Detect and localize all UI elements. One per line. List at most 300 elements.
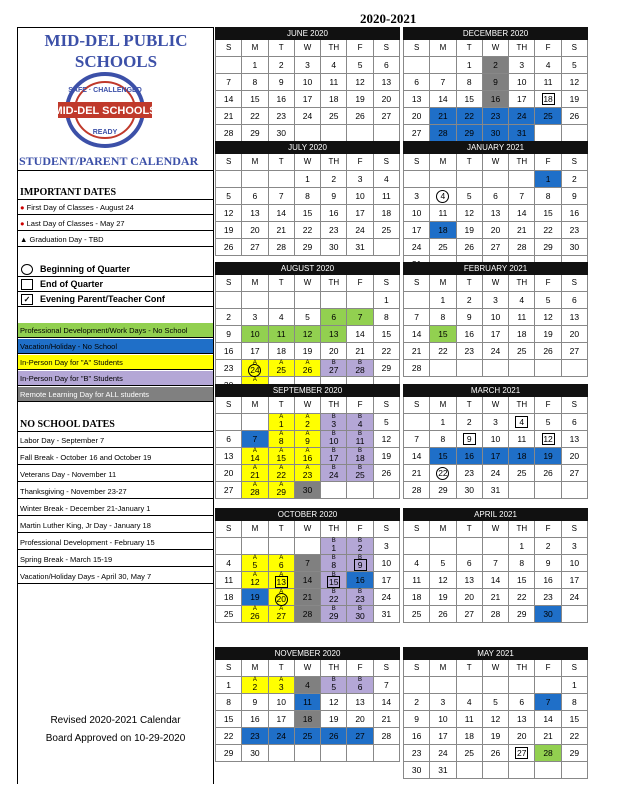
- day-cell: 12: [295, 326, 321, 343]
- weekday-header: TH: [321, 275, 347, 292]
- day-cell: [562, 360, 588, 377]
- day-cell: 1: [216, 677, 242, 694]
- day-cell: 14: [509, 205, 535, 222]
- day-cell: 13: [483, 205, 509, 222]
- day-cell: 12: [347, 74, 373, 91]
- weekday-header: S: [404, 397, 430, 414]
- day-cell: 3: [483, 414, 509, 431]
- weekday-header: S: [404, 40, 430, 57]
- weekday-header: F: [535, 154, 561, 171]
- sidebar-row-text: Martin Luther King, Jr Day - January 18: [20, 521, 151, 530]
- day-cell: [535, 482, 561, 499]
- day-cell: 2: [457, 414, 483, 431]
- day-cell: 29: [430, 482, 456, 499]
- day-cell: 15: [535, 205, 561, 222]
- month-title: OCTOBER 2020: [215, 508, 400, 521]
- day-cell: [483, 538, 509, 555]
- weekday-header: M: [430, 275, 456, 292]
- weekday-header: F: [347, 275, 373, 292]
- weekday-header: TH: [321, 521, 347, 538]
- day-cell: 22: [562, 728, 588, 745]
- day-cell: B 28: [347, 360, 373, 377]
- day-cell: B 29: [321, 606, 347, 623]
- weekday-header: S: [374, 397, 400, 414]
- grad-cap-icon: ▲: [20, 235, 30, 244]
- day-cell: 7: [509, 188, 535, 205]
- day-cell: 23: [457, 465, 483, 482]
- day-cell: 21: [374, 711, 400, 728]
- day-cell: B 15: [321, 572, 347, 589]
- day-cell: 9: [562, 188, 588, 205]
- day-cell: [321, 292, 347, 309]
- sidebar-row-text: Last Day of Classes - May 27: [26, 219, 125, 228]
- day-cell: 2: [269, 57, 295, 74]
- weekday-header: W: [483, 275, 509, 292]
- sidebar-row-text: Graduation Day - TBD: [29, 235, 104, 244]
- weekday-header: S: [404, 660, 430, 677]
- day-cell: [430, 57, 456, 74]
- day-cell: 9: [457, 431, 483, 448]
- day-cell: 20: [216, 465, 242, 482]
- weekday-header: M: [242, 275, 268, 292]
- weekday-header: T: [269, 275, 295, 292]
- day-cell: 16: [562, 205, 588, 222]
- month-title: JULY 2020: [215, 141, 400, 154]
- day-cell: 6: [404, 74, 430, 91]
- month-title: APRIL 2021: [403, 508, 588, 521]
- day-cell: 31: [430, 762, 456, 779]
- day-cell: 16: [321, 205, 347, 222]
- day-cell: 14: [295, 572, 321, 589]
- day-cell: 24: [483, 465, 509, 482]
- day-cell: 10: [347, 188, 373, 205]
- day-cell: 4: [509, 414, 535, 431]
- weekday-header: T: [269, 154, 295, 171]
- sidebar-row: [18, 339, 213, 354]
- day-cell: 24: [295, 108, 321, 125]
- weekday-header: S: [562, 40, 588, 57]
- day-cell: 23: [457, 343, 483, 360]
- day-cell: 24: [404, 239, 430, 256]
- day-cell: 4: [404, 555, 430, 572]
- day-cell: 24: [430, 745, 456, 762]
- day-cell: 25: [404, 606, 430, 623]
- day-cell: 19: [321, 711, 347, 728]
- weekday-header: W: [483, 154, 509, 171]
- weekday-header: S: [216, 660, 242, 677]
- month-calendar: [215, 384, 400, 499]
- day-cell: B 3: [321, 414, 347, 431]
- day-cell: 4: [535, 57, 561, 74]
- weekday-header: TH: [509, 521, 535, 538]
- day-cell: B 17: [321, 448, 347, 465]
- weekday-header: TH: [509, 275, 535, 292]
- weekday-header: T: [269, 660, 295, 677]
- day-cell: 16: [242, 711, 268, 728]
- day-cell: 25: [430, 239, 456, 256]
- weekday-header: S: [216, 521, 242, 538]
- revision-note: [18, 712, 213, 748]
- day-cell: 23: [483, 108, 509, 125]
- day-cell: [216, 414, 242, 431]
- day-cell: 5: [535, 292, 561, 309]
- month-title: MARCH 2021: [403, 384, 588, 397]
- day-cell: 4: [509, 292, 535, 309]
- weekday-header: W: [295, 40, 321, 57]
- sidebar-row-text: Veterans Day - November 11: [20, 470, 117, 479]
- day-cell: 27: [562, 343, 588, 360]
- day-cell: 13: [242, 205, 268, 222]
- day-cell: 3: [347, 171, 373, 188]
- day-cell: 28: [535, 745, 561, 762]
- day-cell: 8: [562, 694, 588, 711]
- weekday-header: M: [242, 154, 268, 171]
- day-cell: [404, 414, 430, 431]
- weekday-header: TH: [509, 397, 535, 414]
- day-cell: 21: [483, 589, 509, 606]
- weekday-header: S: [404, 275, 430, 292]
- day-cell: 11: [295, 694, 321, 711]
- day-cell: 21: [404, 343, 430, 360]
- day-cell: 25: [509, 343, 535, 360]
- day-cell: 14: [374, 694, 400, 711]
- weekday-header: F: [347, 40, 373, 57]
- day-cell: 29: [216, 745, 242, 762]
- weekday-header: T: [269, 397, 295, 414]
- day-cell: 3: [404, 188, 430, 205]
- weekday-header: M: [242, 660, 268, 677]
- weekday-header: F: [347, 521, 373, 538]
- day-cell: 6: [321, 309, 347, 326]
- day-cell: 11: [430, 205, 456, 222]
- day-cell: 20: [321, 343, 347, 360]
- weekday-header: M: [242, 40, 268, 57]
- day-cell: 5: [374, 414, 400, 431]
- day-cell: 21: [509, 222, 535, 239]
- day-cell: 3: [295, 57, 321, 74]
- day-cell: 17: [404, 222, 430, 239]
- weekday-header: S: [216, 154, 242, 171]
- school-name: MID-DEL PUBLIC SCHOOLS: [44, 31, 188, 71]
- day-cell: 21: [535, 728, 561, 745]
- day-cell: [216, 57, 242, 74]
- weekday-header: S: [374, 521, 400, 538]
- day-cell: 12: [430, 572, 456, 589]
- day-cell: 28: [216, 125, 242, 142]
- calendar-subtitle: STUDENT/PARENT CALENDAR: [18, 154, 213, 171]
- day-cell: 19: [216, 222, 242, 239]
- sidebar-row: [18, 277, 213, 292]
- sidebar-row-text: Evening Parent/Teacher Conf: [40, 294, 165, 304]
- day-cell: [404, 171, 430, 188]
- weekday-header: F: [347, 660, 373, 677]
- year-title: 2020-2021: [360, 11, 417, 26]
- day-cell: [404, 538, 430, 555]
- day-cell: 18: [321, 91, 347, 108]
- day-cell: 23: [269, 108, 295, 125]
- day-cell: [347, 745, 373, 762]
- day-cell: [347, 482, 373, 499]
- apple-icon: ●: [20, 219, 27, 228]
- day-cell: 10: [562, 555, 588, 572]
- day-cell: 10: [242, 326, 268, 343]
- day-cell: 1: [509, 538, 535, 555]
- weekday-header: T: [457, 397, 483, 414]
- day-cell: 22: [242, 108, 268, 125]
- day-cell: A 21: [242, 465, 268, 482]
- weekday-header: S: [216, 397, 242, 414]
- day-cell: A 24: [242, 360, 268, 377]
- day-cell: A 25: [269, 360, 295, 377]
- sidebar-row: [18, 535, 213, 550]
- day-cell: 7: [404, 309, 430, 326]
- day-cell: A 5: [242, 555, 268, 572]
- day-cell: 1: [295, 171, 321, 188]
- weekday-header: F: [535, 660, 561, 677]
- weekday-header: M: [430, 40, 456, 57]
- day-cell: 21: [430, 108, 456, 125]
- day-cell: 11: [404, 572, 430, 589]
- sidebar-row-text: Professional Development - February 15: [20, 538, 155, 547]
- day-cell: [509, 360, 535, 377]
- day-cell: 9: [216, 326, 242, 343]
- weekday-header: T: [269, 40, 295, 57]
- day-cell: 27: [562, 465, 588, 482]
- month-title: SEPTEMBER 2020: [215, 384, 400, 397]
- day-cell: [404, 292, 430, 309]
- day-cell: 7: [430, 74, 456, 91]
- revision-line: Revised 2020-2021 Calendar: [50, 715, 181, 726]
- day-cell: 12: [562, 74, 588, 91]
- day-cell: 30: [269, 125, 295, 142]
- day-cell: 25: [374, 222, 400, 239]
- day-cell: [562, 482, 588, 499]
- day-cell: 22: [374, 343, 400, 360]
- day-cell: 28: [295, 606, 321, 623]
- day-cell: B 11: [347, 431, 373, 448]
- sidebar-row-text: In-Person Day for "B" Students: [20, 374, 123, 383]
- weekday-header: T: [457, 660, 483, 677]
- day-cell: 25: [216, 606, 242, 623]
- weekday-header: W: [483, 521, 509, 538]
- day-cell: A 22: [269, 465, 295, 482]
- day-cell: 22: [509, 589, 535, 606]
- day-cell: 30: [321, 239, 347, 256]
- weekday-header: S: [216, 275, 242, 292]
- day-cell: [269, 292, 295, 309]
- day-cell: [483, 677, 509, 694]
- day-cell: 13: [321, 326, 347, 343]
- day-cell: 26: [347, 108, 373, 125]
- day-cell: [216, 292, 242, 309]
- day-cell: 17: [509, 91, 535, 108]
- day-cell: 13: [216, 448, 242, 465]
- day-cell: 15: [374, 326, 400, 343]
- day-cell: B 27: [321, 360, 347, 377]
- day-cell: 27: [374, 108, 400, 125]
- day-cell: 15: [295, 205, 321, 222]
- day-cell: [321, 482, 347, 499]
- day-cell: 6: [562, 414, 588, 431]
- day-cell: 30: [562, 239, 588, 256]
- sidebar-row-text: In-Person Day for "A" Students: [20, 358, 123, 367]
- day-cell: 26: [216, 239, 242, 256]
- day-cell: 21: [347, 343, 373, 360]
- day-cell: 19: [430, 589, 456, 606]
- sidebar-row: [18, 501, 213, 516]
- sidebar-row: [18, 417, 213, 432]
- day-cell: B 8: [321, 555, 347, 572]
- day-cell: A 15: [269, 448, 295, 465]
- day-cell: [535, 360, 561, 377]
- day-cell: 12: [321, 694, 347, 711]
- month-calendar: [403, 141, 588, 273]
- day-cell: 17: [430, 728, 456, 745]
- day-cell: 16: [483, 91, 509, 108]
- day-cell: 13: [562, 309, 588, 326]
- day-cell: B 2: [347, 538, 373, 555]
- weekday-header: F: [535, 397, 561, 414]
- weekday-header: M: [430, 521, 456, 538]
- day-cell: 15: [509, 572, 535, 589]
- weekday-header: W: [295, 660, 321, 677]
- day-cell: 10: [404, 205, 430, 222]
- day-cell: 25: [295, 728, 321, 745]
- day-cell: 24: [509, 108, 535, 125]
- day-cell: 18: [430, 222, 456, 239]
- day-cell: 24: [483, 343, 509, 360]
- day-cell: [374, 125, 400, 142]
- weekday-header: S: [562, 154, 588, 171]
- day-cell: 12: [483, 711, 509, 728]
- day-cell: 21: [269, 222, 295, 239]
- day-cell: 7: [295, 555, 321, 572]
- day-cell: 16: [457, 448, 483, 465]
- weekday-header: TH: [509, 660, 535, 677]
- weekday-header: W: [483, 40, 509, 57]
- day-cell: 18: [295, 711, 321, 728]
- day-cell: 28: [509, 239, 535, 256]
- day-cell: 16: [269, 91, 295, 108]
- day-cell: B 23: [347, 589, 373, 606]
- day-cell: 2: [404, 694, 430, 711]
- day-cell: 10: [483, 309, 509, 326]
- sidebar-row-text: IMPORTANT DATES: [20, 187, 117, 198]
- day-cell: A 26: [295, 360, 321, 377]
- day-cell: 24: [374, 589, 400, 606]
- day-cell: A 16: [295, 448, 321, 465]
- day-cell: A 8: [269, 431, 295, 448]
- weekday-header: T: [457, 275, 483, 292]
- day-cell: [457, 360, 483, 377]
- weekday-header: T: [269, 521, 295, 538]
- day-cell: 28: [404, 482, 430, 499]
- day-cell: 13: [457, 572, 483, 589]
- day-cell: 15: [457, 91, 483, 108]
- month-calendar: [215, 262, 400, 394]
- day-cell: 2: [483, 57, 509, 74]
- weekday-header: S: [404, 154, 430, 171]
- day-cell: 18: [404, 589, 430, 606]
- sidebar-row-text: Vacation/Holiday - No School: [20, 342, 117, 351]
- weekday-header: W: [295, 397, 321, 414]
- day-cell: 18: [216, 589, 242, 606]
- day-cell: 11: [509, 309, 535, 326]
- day-cell: 9: [321, 188, 347, 205]
- day-cell: 23: [404, 745, 430, 762]
- day-cell: A: [242, 377, 268, 394]
- day-cell: A 26: [242, 606, 268, 623]
- weekday-header: M: [430, 660, 456, 677]
- day-cell: 17: [374, 572, 400, 589]
- day-cell: [347, 292, 373, 309]
- sidebar-row: [18, 200, 213, 215]
- day-cell: 26: [430, 606, 456, 623]
- day-cell: 5: [562, 57, 588, 74]
- day-cell: 17: [347, 205, 373, 222]
- day-cell: 12: [216, 205, 242, 222]
- sidebar-row: [18, 552, 213, 567]
- day-cell: [242, 538, 268, 555]
- day-cell: A 6: [269, 555, 295, 572]
- school-logo: [50, 70, 160, 150]
- day-cell: 12: [535, 309, 561, 326]
- day-cell: A 2: [295, 414, 321, 431]
- day-cell: 29: [242, 125, 268, 142]
- day-cell: 26: [535, 343, 561, 360]
- day-cell: 4: [430, 188, 456, 205]
- day-cell: 28: [404, 360, 430, 377]
- month-calendar: [403, 508, 588, 623]
- day-cell: 17: [562, 572, 588, 589]
- weekday-header: T: [457, 521, 483, 538]
- day-cell: 29: [295, 239, 321, 256]
- day-cell: 14: [430, 91, 456, 108]
- day-cell: 20: [242, 222, 268, 239]
- day-cell: 23: [216, 360, 242, 377]
- day-cell: [535, 125, 561, 142]
- day-cell: B 18: [347, 448, 373, 465]
- day-cell: 7: [404, 431, 430, 448]
- day-cell: 30: [457, 482, 483, 499]
- day-cell: 31: [347, 239, 373, 256]
- day-cell: [509, 677, 535, 694]
- day-cell: 24: [562, 589, 588, 606]
- day-cell: 6: [242, 188, 268, 205]
- day-cell: A 27: [269, 606, 295, 623]
- day-cell: 12: [374, 431, 400, 448]
- day-cell: [216, 538, 242, 555]
- weekday-header: S: [562, 397, 588, 414]
- day-cell: [483, 360, 509, 377]
- day-cell: 11: [269, 326, 295, 343]
- day-cell: [374, 239, 400, 256]
- day-cell: [295, 745, 321, 762]
- day-cell: 9: [535, 555, 561, 572]
- day-cell: 16: [404, 728, 430, 745]
- day-cell: [295, 125, 321, 142]
- weekday-header: W: [295, 275, 321, 292]
- day-cell: 27: [509, 745, 535, 762]
- month-calendar: [215, 27, 400, 142]
- sidebar-row: [18, 569, 213, 584]
- day-cell: 10: [295, 74, 321, 91]
- day-cell: [483, 762, 509, 779]
- sidebar-row-text: End of Quarter: [40, 279, 104, 289]
- day-cell: 7: [216, 74, 242, 91]
- day-cell: 29: [457, 125, 483, 142]
- day-cell: 30: [535, 606, 561, 623]
